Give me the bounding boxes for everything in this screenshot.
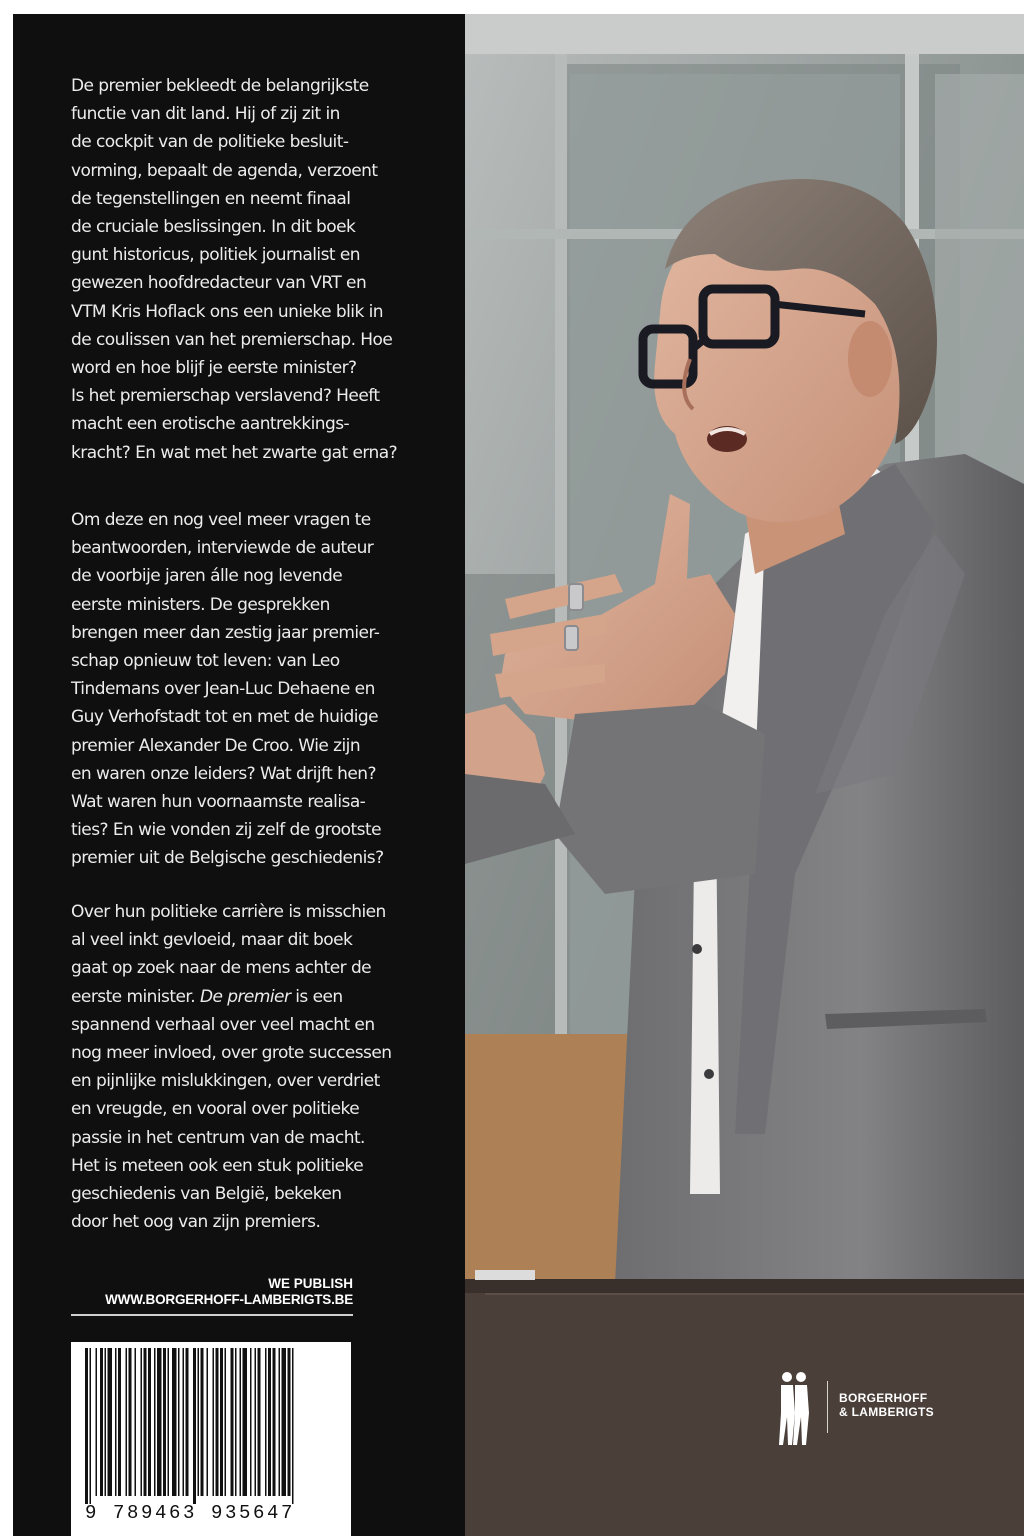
blurb-line: Is het premierschap verslavend? Heeft (71, 386, 380, 407)
blurb-line: passie in het centrum van de macht. (71, 1127, 365, 1148)
publisher-logo-text (839, 1391, 934, 1419)
barcode-bar (207, 1348, 209, 1496)
barcode-bar (118, 1348, 121, 1496)
author-speaking-illustration (465, 14, 1024, 1536)
blurb-line: gewezen hoofdredacteur van VRT en (71, 273, 367, 294)
barcode-bar (220, 1348, 223, 1496)
blurb-line: vorming, bepaalt de agenda, verzoent (71, 160, 378, 181)
barcode-bar (273, 1348, 276, 1496)
barcode-bar (288, 1348, 291, 1496)
publisher-tagline: WE PUBLISH (268, 1276, 353, 1291)
barcode-bar (85, 1348, 88, 1504)
blurb-line: premier uit de Belgische geschiedenis? (71, 848, 384, 869)
barcode-bar (193, 1348, 196, 1504)
blurb-line: geschiedenis van België, bekeken (71, 1184, 342, 1205)
logo-text-line: BORGERHOFF (839, 1391, 928, 1405)
barcode-bar (126, 1348, 128, 1496)
barcode-bar (183, 1348, 185, 1496)
logo-text-line: & LAMBERIGTS (839, 1405, 934, 1419)
barcode-bar (163, 1348, 166, 1496)
book-title-italic: De premier (199, 986, 291, 1007)
barcode-bar (90, 1348, 92, 1504)
barcode-bar (172, 1348, 177, 1496)
barcode-bar (255, 1348, 257, 1496)
barcode-bar (240, 1348, 242, 1496)
publisher-url: WWW.BORGERHOFF-LAMBERIGTS.BE (105, 1292, 353, 1307)
two-figures-logo-icon (775, 1369, 813, 1447)
barcode-bar (279, 1348, 281, 1496)
blurb-line: en pijnlijke mislukkingen, over verdriet (71, 1071, 380, 1092)
blurb-line: en waren onze leiders? Wat drijft hen? (71, 763, 376, 784)
blurb-line: Om deze en nog veel meer vragen te (71, 510, 371, 530)
barcode-bar (225, 1348, 227, 1496)
blurb-line: door het oog van zijn premiers. (71, 1212, 321, 1233)
blurb-line: De premier bekleedt de belangrijkste (71, 76, 369, 96)
barcode-bar (115, 1348, 117, 1496)
blurb-line: VTM Kris Hoflack ons een unieke blik in (71, 301, 384, 322)
barcode-bar (96, 1348, 98, 1496)
blurb-line: eerste ministers. De gesprekken (71, 594, 330, 615)
blurb-line: nog meer invloed, over grote successen (71, 1043, 392, 1064)
blurb-line: ties? En wie vonden zij zelf de grootste (71, 820, 381, 841)
barcode-bar (178, 1348, 180, 1496)
author-photo (465, 14, 1024, 1536)
blurb-paragraph-2 (71, 506, 431, 873)
isbn-number: 9 789463 935647 (85, 1502, 296, 1524)
barcode-bar (105, 1348, 107, 1496)
barcode-bar (141, 1348, 143, 1496)
blurb-line: brengen meer dan zestig jaar premier- (71, 622, 380, 643)
barcode-bar (292, 1348, 294, 1504)
logo-divider (827, 1381, 828, 1433)
barcode-bar (186, 1348, 189, 1496)
barcode-bar (129, 1348, 132, 1496)
barcode-bar (265, 1348, 267, 1496)
barcode-bar (144, 1348, 147, 1496)
blurb-line: Wat waren hun voornaamste realisa- (71, 792, 366, 813)
blurb-line: gaat op zoek naar de mens achter de (71, 958, 372, 979)
blurb-line: Tindemans over Jean-Luc Dehaene en (71, 679, 375, 700)
blurb-line: premier Alexander De Croo. Wie zijn (71, 735, 361, 756)
blurb-text: is een (290, 986, 343, 1007)
blurb-line: gunt historicus, politiek journalist en (71, 245, 360, 266)
blurb-paragraph-3 (71, 898, 431, 1236)
blurb-line: de cockpit van de politieke besluit- (71, 132, 349, 153)
blurb-line: de tegenstellingen en neemt finaal (71, 188, 351, 209)
barcode-bar (198, 1348, 200, 1496)
barcode-bar (168, 1348, 170, 1496)
blurb-line: macht een erotische aantrekkings- (71, 414, 350, 435)
blurb-line: Guy Verhofstadt tot en met de huidige (71, 707, 379, 728)
barcode-bar (100, 1348, 103, 1496)
barcode-bar (213, 1348, 215, 1496)
blurb-line: beantwoorden, interviewde de auteur (71, 538, 374, 559)
barcode-bar (268, 1348, 271, 1496)
barcode-bar (258, 1348, 261, 1496)
blurb-line: en vreugde, en vooral over politieke (71, 1099, 360, 1120)
blurb-line: de cruciale beslissingen. In dit boek (71, 217, 356, 238)
isbn-barcode (71, 1342, 351, 1536)
barcode-bar (108, 1348, 113, 1496)
blurb-line: Over hun politieke carrière is misschien (71, 902, 386, 922)
blurb-line: word en hoe blijf je eerste minister? (71, 358, 357, 379)
barcode-bar (148, 1348, 151, 1496)
blurb-line: de voorbije jaren álle nog levende (71, 566, 343, 587)
barcode-bar (250, 1348, 252, 1496)
barcode-bar (216, 1348, 219, 1496)
blurb-line: de coulissen van het premierschap. Hoe (71, 329, 393, 350)
publisher-logo (775, 1369, 965, 1459)
blurb-line: Het is meteen ook een stuk politieke (71, 1155, 364, 1176)
blurb-line: spannend verhaal over veel macht en (71, 1014, 375, 1035)
blurb-line: schap opnieuw tot leven: van Leo (71, 651, 340, 672)
barcode-bar (231, 1348, 234, 1496)
barcode-bar (282, 1348, 287, 1496)
barcode-bar (201, 1348, 204, 1496)
blurb-text: eerste minister. (71, 986, 196, 1007)
barcode-bar (157, 1348, 162, 1496)
blurb-paragraph-1 (71, 72, 431, 467)
barcode-bar (135, 1348, 137, 1496)
barcode-bar (243, 1348, 248, 1496)
blurb-line: al veel inkt gevloeid, maar dit boek (71, 930, 353, 951)
text-panel (13, 14, 465, 1536)
blurb-line: kracht? En wat met het zwarte gat erna? (71, 442, 398, 463)
barcode-bar (154, 1348, 156, 1496)
barcode-bar (235, 1348, 237, 1496)
blurb-line: functie van dit land. Hij of zij zit in (71, 104, 340, 125)
blurb-line (71, 983, 431, 1011)
divider (71, 1314, 353, 1316)
